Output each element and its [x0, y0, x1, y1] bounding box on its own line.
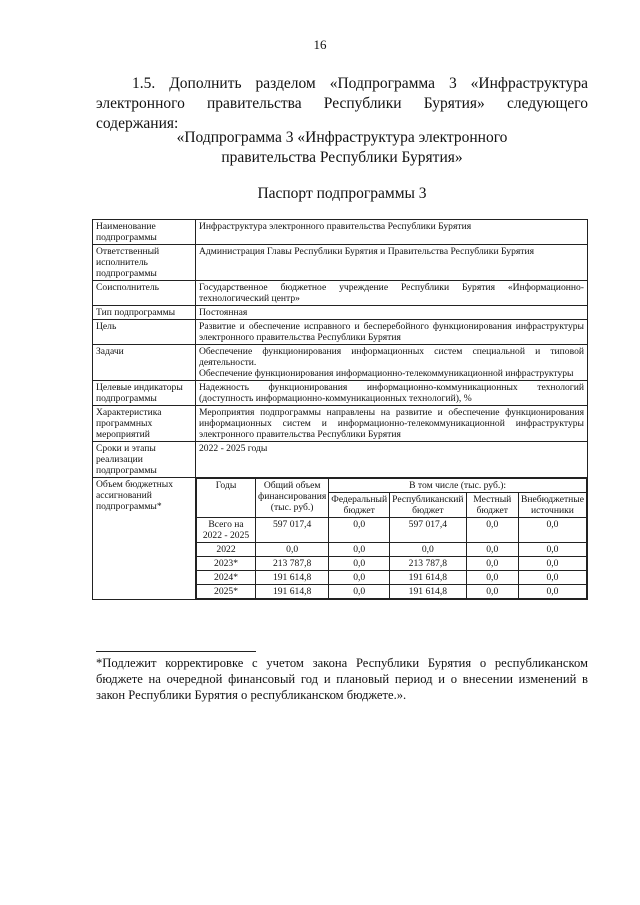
- row-value: Инфраструктура электронного правительства Республики Бурятия: [196, 220, 588, 245]
- row-value: Администрация Главы Республики Бурятия и Правительства Республики Бурятия: [196, 245, 588, 281]
- row-label: Наименование подпрограммы: [93, 220, 196, 245]
- passport-row: [93, 442, 588, 478]
- year-cell: 2024*: [197, 571, 256, 585]
- footnote-divider: [96, 651, 256, 652]
- row-label: Ответственный исполнитель подпрограммы: [93, 245, 196, 281]
- offbudget-cell: 0,0: [518, 585, 586, 599]
- republic-cell: 0,0: [390, 543, 466, 557]
- finance-row: [197, 585, 587, 599]
- passport-row: [93, 220, 588, 245]
- task-2: Обеспечение функционирования информационно-телекоммуникационной инфраструктуры: [199, 368, 574, 379]
- row-label: Цель: [93, 320, 196, 345]
- row-label: Сроки и этапы реализации подпрограммы: [93, 442, 196, 478]
- row-value: [196, 345, 588, 381]
- budget-label: Объем бюджетных ассигнований подпрограммы*: [93, 478, 196, 600]
- passport-title: Паспорт подпрограммы 3: [257, 185, 427, 202]
- task-1: Обеспечение функционирования информационных систем специальной и типовой деятельности.: [199, 346, 584, 368]
- local-cell: 0,0: [466, 557, 518, 571]
- total-cell: 597 017,4: [256, 518, 329, 543]
- row-label: Целевые индикаторы подпрограммы: [93, 381, 196, 406]
- header-republic: Республиканский бюджет: [390, 493, 466, 518]
- federal-cell: 0,0: [329, 585, 390, 599]
- year-cell: 2025*: [197, 585, 256, 599]
- total-cell: 191 614,8: [256, 585, 329, 599]
- finance-row: [197, 543, 587, 557]
- row-value: Надежность функционирования информационно-коммуникационных технологий (доступность информационно-коммуникационных технологий), %: [196, 381, 588, 406]
- local-cell: 0,0: [466, 543, 518, 557]
- total-cell: 0,0: [256, 543, 329, 557]
- row-label: Задачи: [93, 345, 196, 381]
- passport-row: [93, 245, 588, 281]
- republic-cell: 191 614,8: [390, 571, 466, 585]
- local-cell: 0,0: [466, 571, 518, 585]
- intro-paragraph: 1.5. Дополнить разделом «Подпрограмма 3 «Инфраструктура электронного правительства Республики Бурятия» следующего содержания:: [96, 75, 588, 132]
- row-label: Соисполнитель: [93, 281, 196, 306]
- page-number: 16: [313, 37, 327, 52]
- finance-row: [197, 518, 587, 543]
- passport-row: [93, 345, 588, 381]
- passport-row: [93, 381, 588, 406]
- republic-cell: 597 017,4: [390, 518, 466, 543]
- finance-table: [196, 478, 587, 599]
- finance-header-row: [197, 479, 587, 493]
- subprogram-title-line1: «Подпрограмма 3 «Инфраструктура электронного: [176, 129, 508, 146]
- republic-cell: 213 787,8: [390, 557, 466, 571]
- row-label: Тип подпрограммы: [93, 306, 196, 320]
- passport-row: [93, 320, 588, 345]
- header-local: Местный бюджет: [466, 493, 518, 518]
- footnote: *Подлежит корректировке с учетом закона Республики Бурятия о республиканском бюджете на очередной финансовый год и плановый период и о внесении изменений в закон Республики Бурятия о республиканском бюджете.».: [96, 656, 588, 702]
- federal-cell: 0,0: [329, 518, 390, 543]
- row-label: Характеристика программных мероприятий: [93, 406, 196, 442]
- year-cell: 2022: [197, 543, 256, 557]
- finance-row: [197, 571, 587, 585]
- header-total: Общий объем финансирования (тыс. руб.): [256, 479, 329, 518]
- local-cell: 0,0: [466, 518, 518, 543]
- total-cell: 191 614,8: [256, 571, 329, 585]
- budget-cell: [196, 478, 588, 600]
- offbudget-cell: 0,0: [518, 543, 586, 557]
- year-cell: 2023*: [197, 557, 256, 571]
- offbudget-cell: 0,0: [518, 518, 586, 543]
- row-value: Государственное бюджетное учреждение Республики Бурятия «Информационно-технологический центр»: [196, 281, 588, 306]
- passport-row-budget: [93, 478, 588, 600]
- passport-row: [93, 281, 588, 306]
- republic-cell: 191 614,8: [390, 585, 466, 599]
- subprogram-title: [96, 128, 588, 168]
- header-federal: Федеральный бюджет: [329, 493, 390, 518]
- year-cell: Всего на 2022 - 2025: [197, 518, 256, 543]
- subprogram-title-line2: правительства Республики Бурятия»: [221, 149, 463, 166]
- passport-row: [93, 406, 588, 442]
- header-offbudget: Внебюджетные источники: [518, 493, 586, 518]
- federal-cell: 0,0: [329, 557, 390, 571]
- row-value: Постоянная: [196, 306, 588, 320]
- offbudget-cell: 0,0: [518, 557, 586, 571]
- header-including: В том числе (тыс. руб.):: [329, 479, 587, 493]
- local-cell: 0,0: [466, 585, 518, 599]
- row-value: Мероприятия подпрограммы направлены на развитие и обеспечение функционирования информационных систем и информационно-телекоммуникационной инфраструктуры электронного правительства Республики Бурятия: [196, 406, 588, 442]
- row-value: Развитие и обеспечение исправного и бесперебойного функционирования инфраструктуры электронного правительства Республики Бурятия: [196, 320, 588, 345]
- finance-row: [197, 557, 587, 571]
- federal-cell: 0,0: [329, 543, 390, 557]
- federal-cell: 0,0: [329, 571, 390, 585]
- header-years: Годы: [197, 479, 256, 518]
- total-cell: 213 787,8: [256, 557, 329, 571]
- passport-table: [92, 219, 588, 600]
- row-value: 2022 - 2025 годы: [196, 442, 588, 478]
- offbudget-cell: 0,0: [518, 571, 586, 585]
- passport-row: [93, 306, 588, 320]
